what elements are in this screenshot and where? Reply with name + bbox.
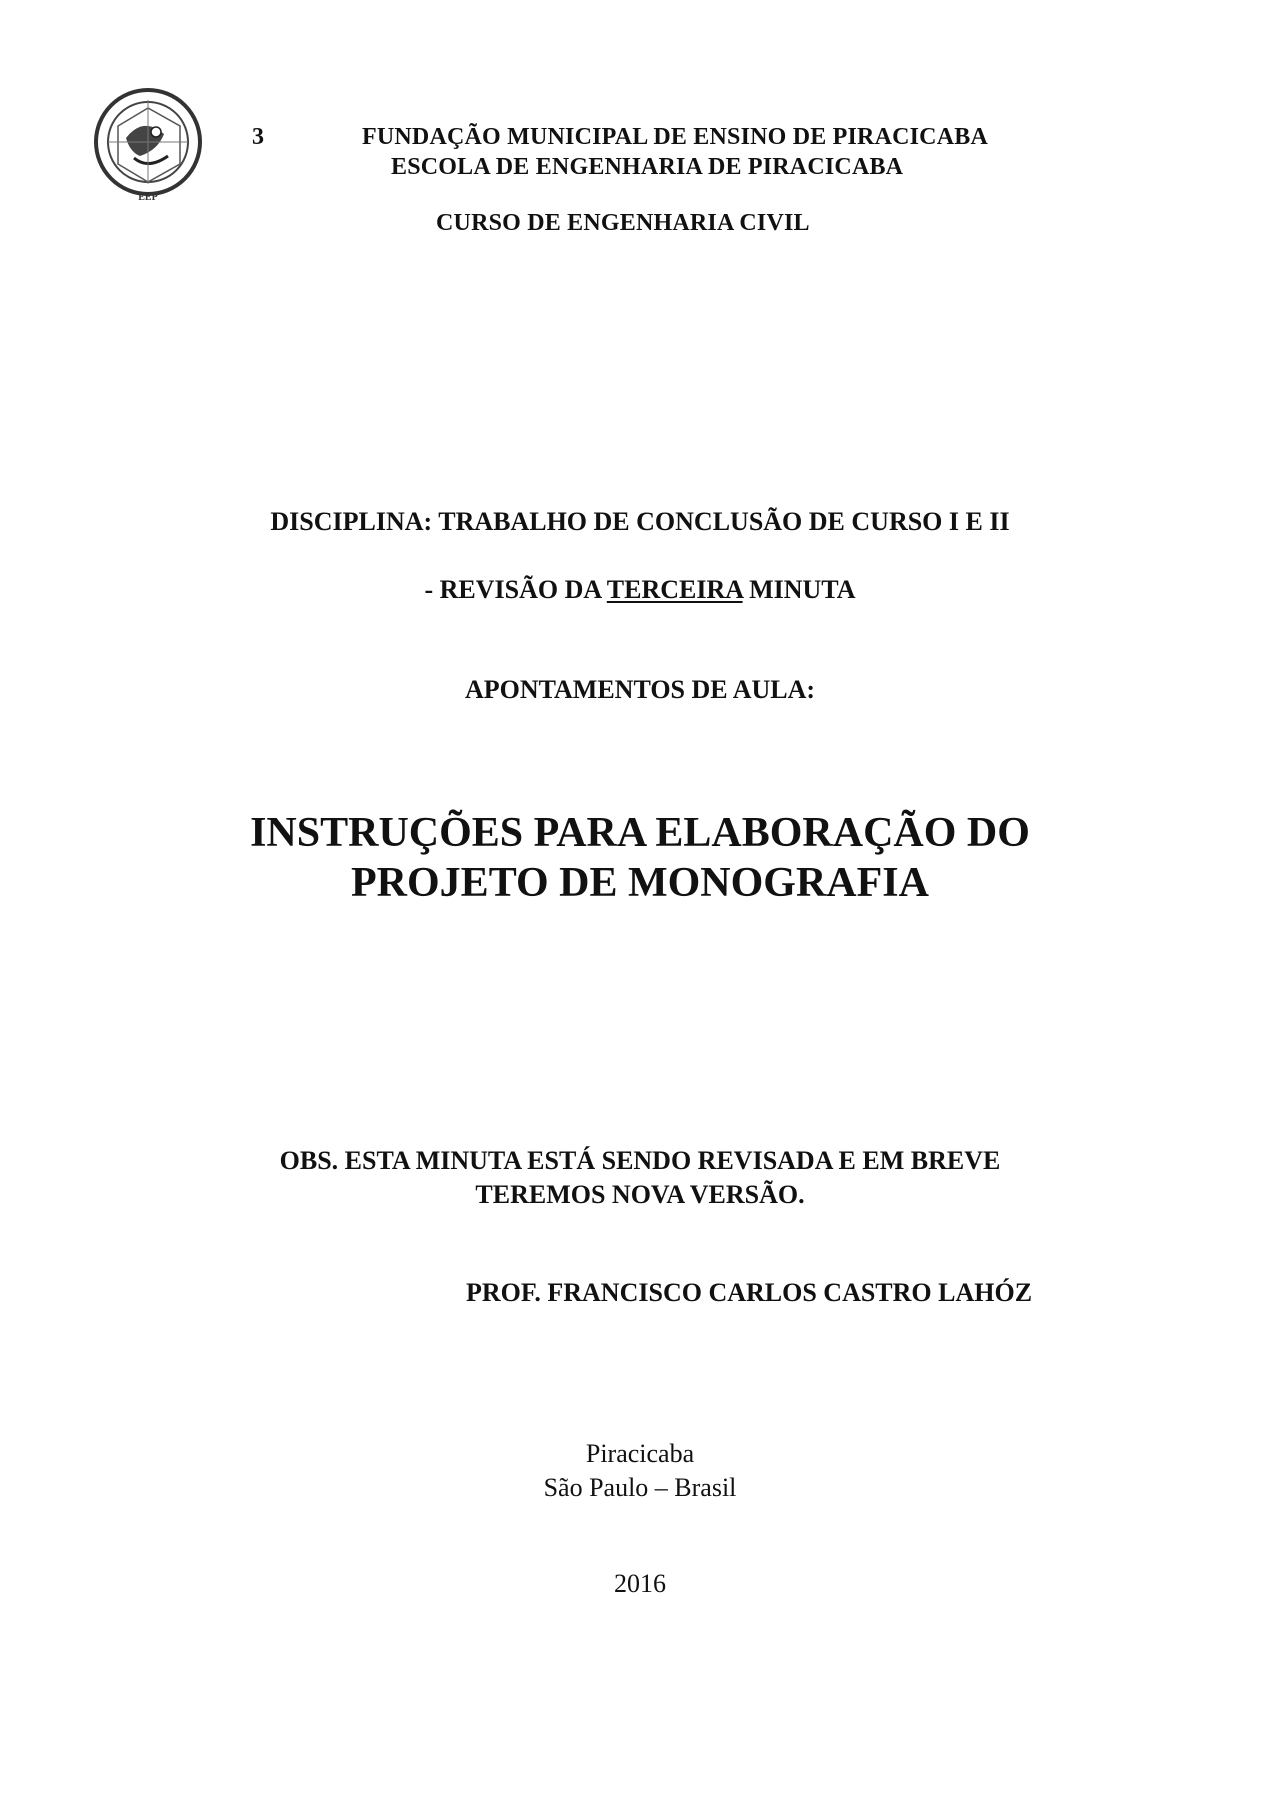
document-year: 2016: [614, 1569, 666, 1598]
revision-suffix: MINUTA: [742, 575, 856, 604]
obs-line-1: OBS. ESTA MINUTA ESTÁ SENDO REVISADA E EM BREVE: [279, 1146, 1001, 1175]
institution-seal-logo: [88, 86, 212, 204]
course-name: CURSO DE ENGENHARIA CIVIL: [436, 210, 810, 236]
institution-name: FUNDAÇÃO MUNICIPAL DE ENSINO DE PIRACICABA: [362, 124, 988, 150]
logo-lettering: EEP: [138, 192, 158, 203]
revision-line: [0, 575, 1280, 605]
location-city: Piracicaba: [585, 1439, 695, 1468]
author-name: PROF. FRANCISCO CARLOS CASTRO LAHÓZ: [466, 1278, 1033, 1307]
main-title-line-2: PROJETO DE MONOGRAFIA: [351, 860, 929, 906]
school-name: ESCOLA DE ENGENHARIA DE PIRACICABA: [391, 154, 904, 180]
discipline-label: DISCIPLINA: TRABALHO DE CONCLUSÃO DE CURSO I E II: [270, 507, 1010, 536]
page-number: 3: [252, 124, 265, 150]
revision-prefix: - REVISÃO DA: [424, 575, 607, 604]
revision-underlined: TERCEIRA: [606, 575, 743, 604]
main-title-line-1: INSTRUÇÕES PARA ELABORAÇÃO DO: [250, 810, 1030, 856]
obs-line-2: TEREMOS NOVA VERSÃO.: [475, 1180, 805, 1209]
notes-heading: APONTAMENTOS DE AULA:: [464, 675, 816, 704]
location-state-country: São Paulo – Brasil: [543, 1473, 737, 1502]
